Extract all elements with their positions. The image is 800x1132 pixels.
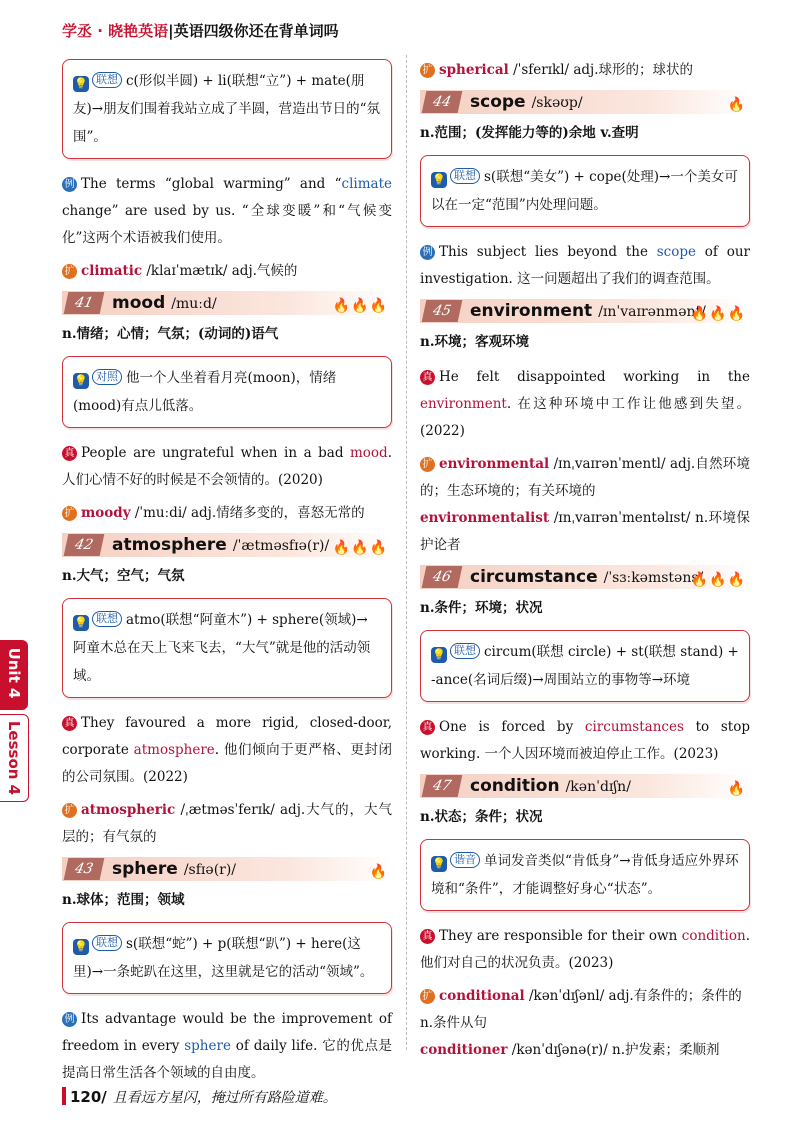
climate-example <box>62 171 392 252</box>
headword-text: circumstance <box>470 567 598 587</box>
right-column <box>420 55 750 1070</box>
example-text: People are ungrateful when in a bad <box>81 445 350 461</box>
spherical-extension <box>420 57 750 84</box>
lightbulb-icon: 💡 <box>432 173 446 186</box>
atmospheric-extension <box>62 797 392 851</box>
part-of-speech: n.环境；客观环境 <box>420 334 530 350</box>
derived-definition: /ɪnˌvaɪrənˈmentəlɪst/ n.环境保护论者 <box>420 510 750 553</box>
extension-icon: 扩 <box>62 506 77 521</box>
derived-word: atmospheric <box>81 802 176 818</box>
condition-mnemonic-box <box>420 839 750 911</box>
sphere-mnemonic-text: s(联想“蛇”) + p(联想“趴”) + here(这里)→一条蛇趴在这里，这里就是它的活动“领域”。 <box>73 936 374 980</box>
fire-icon: 🔥 <box>369 864 388 880</box>
example-text-post: . 人们心情不好的时候是不会领情的。(2020) <box>62 445 392 488</box>
lightbulb-icon: 💡 <box>432 857 446 870</box>
word-number: 42 <box>64 534 105 556</box>
phonetic: /ɪnˈvaɪrənmənt/ <box>598 304 706 320</box>
example-text: They are responsible for their own <box>439 928 682 944</box>
lightbulb-icon: 💡 <box>74 616 88 629</box>
headword <box>112 857 236 882</box>
mnemonic-tag: 联想 <box>450 168 480 184</box>
example-text-post: of our investigation. 这一问题超出了我们的调查范围。 <box>420 244 750 287</box>
lightbulb-icon: 💡 <box>74 77 88 90</box>
real-exam-icon: 真 <box>62 446 77 461</box>
atmosphere-real-example <box>62 710 392 791</box>
scope-mnemonic-box <box>420 155 750 227</box>
word-number: 45 <box>422 300 463 322</box>
headword-text: condition <box>470 776 560 796</box>
headword <box>470 565 703 590</box>
headword-text: environment <box>470 301 593 321</box>
word-header-44 <box>420 90 750 114</box>
part-of-speech: n.球体；范围；领域 <box>62 892 185 908</box>
part-of-speech: n.情绪；心情；气氛；(动词的)语气 <box>62 326 279 342</box>
word-number: 41 <box>64 292 105 314</box>
scope-example <box>420 239 750 293</box>
header-brand: 学丞 · 晓艳英语 <box>62 22 169 40</box>
climate-mnemonic-text: c(形似半圆) + li(联想“立”) + mate(朋友)→朋友们围着我站立成了半圆，营造出节日的“氛围”。 <box>73 73 380 145</box>
circumstance-mnemonic-text: circum(联想 circle) + st(联想 stand) + -ance(名词后缀)→周围站立的事物等→环境 <box>431 644 739 688</box>
example-keyword: condition <box>681 928 746 944</box>
circumstance-real-example <box>420 714 750 768</box>
part-of-speech: n.条件；环境；状况 <box>420 600 543 616</box>
derived-definition: /ˈmuːdi/ adj.情绪多变的，喜怒无常的 <box>130 505 365 521</box>
example-text: The terms “global warming” and “ <box>81 176 342 192</box>
example-icon: 例 <box>62 177 77 192</box>
mnemonic-tag: 联想 <box>92 935 122 951</box>
atmosphere-mnemonic-box <box>62 598 392 698</box>
extension-icon: 扩 <box>420 457 435 472</box>
derived-definition: /kənˈdɪʃənə(r)/ n.护发素；柔顺剂 <box>507 1042 720 1058</box>
real-exam-icon: 真 <box>420 929 435 944</box>
page-header <box>62 20 339 41</box>
atmosphere-mnemonic-text: atmo(联想“阿童木”) + sphere(领域)→阿童木总在天上飞来飞去，“大气”就是他的活动领域。 <box>73 612 371 684</box>
example-text-post: . 他们倾向于更严格、更封闭的公司氛围。(2022) <box>62 742 392 785</box>
left-column <box>62 55 392 1093</box>
page-footer <box>62 1087 337 1107</box>
mnemonic-tag: 对照 <box>92 369 122 385</box>
lightbulb-icon: 💡 <box>432 648 446 661</box>
word-number: 44 <box>422 91 463 113</box>
lesson-text: Lesson 4 <box>5 720 23 796</box>
derived-word: conditional <box>439 988 525 1004</box>
word-header-41 <box>62 291 392 315</box>
example-keyword: scope <box>656 244 696 260</box>
derived-word: climatic <box>81 263 143 279</box>
derived-word: spherical <box>439 62 509 78</box>
page-number: 120/ <box>70 1088 107 1106</box>
moody-extension <box>62 500 392 527</box>
example-text: One is forced by <box>439 719 585 735</box>
extension-icon: 扩 <box>62 803 77 818</box>
footer-accent-bar <box>62 1087 66 1105</box>
fire-icon: 🔥🔥🔥 <box>332 540 388 556</box>
example-text-post: . 在这种环境中工作让他感到失望。(2022) <box>420 396 750 439</box>
example-keyword: climate <box>341 176 392 192</box>
column-divider <box>406 55 407 1050</box>
example-text-post: to stop working. 一个人因环境而被迫停止工作。(2023) <box>420 719 751 762</box>
unit-lesson-tab <box>0 640 58 798</box>
extension-icon: 扩 <box>420 989 435 1004</box>
climatic-extension <box>62 258 392 285</box>
derived-definition: /ˈsferɪkl/ adj.球形的；球状的 <box>508 62 694 78</box>
example-keyword: sphere <box>184 1038 231 1054</box>
part-of-speech: n.状态；条件；状况 <box>420 809 543 825</box>
derived-word: conditioner <box>420 1042 508 1058</box>
word-number: 43 <box>64 858 105 880</box>
word-header-45 <box>420 299 750 323</box>
fire-icon: 🔥🔥🔥 <box>332 298 388 314</box>
mnemonic-tag: 联想 <box>92 72 122 88</box>
conditional-extension <box>420 983 750 1064</box>
mnemonic-tag: 谐音 <box>450 852 480 868</box>
fire-icon: 🔥 <box>727 781 746 797</box>
phonetic: /ˈsɜːkəmstəns/ <box>603 570 704 586</box>
headword-text: scope <box>470 92 526 112</box>
example-text-post: of daily life. 它的优点是提高日常生活各个领域的自由度。 <box>62 1038 393 1081</box>
extension-icon: 扩 <box>420 63 435 78</box>
sphere-example <box>62 1006 392 1087</box>
example-text: Its advantage would be the improvement of freedom in every <box>62 1011 392 1054</box>
extension-icon: 扩 <box>62 264 77 279</box>
phonetic: /sfɪə(r)/ <box>183 862 237 878</box>
fire-icon: 🔥🔥🔥 <box>690 306 746 322</box>
example-text: They favoured a more rigid, closed-door, corporate <box>62 715 392 758</box>
fire-icon: 🔥🔥🔥 <box>690 572 746 588</box>
example-text: He felt disappointed working in the <box>439 369 750 385</box>
example-keyword: circumstances <box>584 719 684 735</box>
derived-word: environmentalist <box>420 510 550 526</box>
headword <box>470 774 631 799</box>
example-icon: 例 <box>420 245 435 260</box>
derived-definition: /klaɪˈmætɪk/ adj.气候的 <box>142 263 298 279</box>
lightbulb-icon: 💡 <box>74 374 88 387</box>
real-exam-icon: 真 <box>420 370 435 385</box>
condition-mnemonic-text: 单词发音类似“肯低身”→肯低身适应外界环境和“条件”，才能调整好身心“状态”。 <box>431 853 739 897</box>
word-header-42 <box>62 533 392 557</box>
lesson-label <box>0 714 29 802</box>
mood-mnemonic-box <box>62 356 392 428</box>
unit-text: Unit 4 <box>5 647 23 699</box>
headword-text: mood <box>112 293 166 313</box>
derived-definition: /ˌætməsˈferɪk/ adj.大气的，大气层的；有气氛的 <box>62 802 392 845</box>
example-keyword: environment <box>420 396 507 412</box>
scope-mnemonic-text: s(联想“美女”) + cope(处理)→一个美女可以在一定“范围”内处理问题。 <box>431 169 738 213</box>
word-header-46 <box>420 565 750 589</box>
part-of-speech: n.范围；(发挥能力等的)余地 v.查明 <box>420 125 639 141</box>
example-keyword: atmosphere <box>133 742 215 758</box>
phonetic: /ˈætməsfɪə(r)/ <box>232 538 330 554</box>
environment-real-example <box>420 364 750 445</box>
phonetic: /skəʊp/ <box>531 95 583 111</box>
derived-word: environmental <box>439 456 550 472</box>
example-text: This subject lies beyond the <box>439 244 657 260</box>
phonetic: /muːd/ <box>171 296 217 312</box>
mnemonic-tag: 联想 <box>450 643 480 659</box>
header-title: |英语四级你还在背单词吗 <box>168 22 339 40</box>
headword <box>470 90 583 115</box>
headword <box>112 533 329 558</box>
unit-label <box>0 640 28 710</box>
environmental-extension <box>420 451 750 559</box>
example-text-post: . 他们对自己的状况负责。(2023) <box>420 928 750 971</box>
headword <box>112 291 217 316</box>
real-exam-icon: 真 <box>62 716 77 731</box>
phonetic: /kənˈdɪʃn/ <box>565 779 631 795</box>
headword-text: atmosphere <box>112 535 227 555</box>
mnemonic-tag: 联想 <box>92 611 122 627</box>
part-of-speech: n.大气；空气；气氛 <box>62 568 185 584</box>
derived-word: moody <box>81 505 131 521</box>
example-keyword: mood <box>350 445 388 461</box>
footer-motto: 且看远方星闪，掩过所有路险道难。 <box>112 1090 337 1106</box>
circumstance-mnemonic-box <box>420 630 750 702</box>
word-header-43 <box>62 857 392 881</box>
sphere-mnemonic-box <box>62 922 392 994</box>
derived-definition: /ɪnˌvaɪrənˈmentl/ adj.自然环境的；生态环境的；有关环境的 <box>420 456 750 499</box>
fire-icon: 🔥 <box>727 97 746 113</box>
condition-real-example <box>420 923 750 977</box>
real-exam-icon: 真 <box>420 720 435 735</box>
mood-real-example <box>62 440 392 494</box>
derived-definition: n.条件从句 <box>420 1015 487 1031</box>
example-icon: 例 <box>62 1012 77 1027</box>
climate-mnemonic-box <box>62 59 392 159</box>
headword-text: sphere <box>112 859 178 879</box>
headword <box>470 299 706 324</box>
word-number: 47 <box>422 775 463 797</box>
derived-definition: /kənˈdɪʃənl/ adj.有条件的；条件的 <box>524 988 742 1004</box>
word-header-47 <box>420 774 750 798</box>
lightbulb-icon: 💡 <box>74 940 88 953</box>
mood-mnemonic-text: 他一个人坐着看月亮(moon)，情绪(mood)有点儿低落。 <box>73 370 337 414</box>
example-text-post: change” are used by us. “全球变暖”和“气候变化”这两个术语被我们使用。 <box>62 203 392 246</box>
word-number: 46 <box>422 566 463 588</box>
